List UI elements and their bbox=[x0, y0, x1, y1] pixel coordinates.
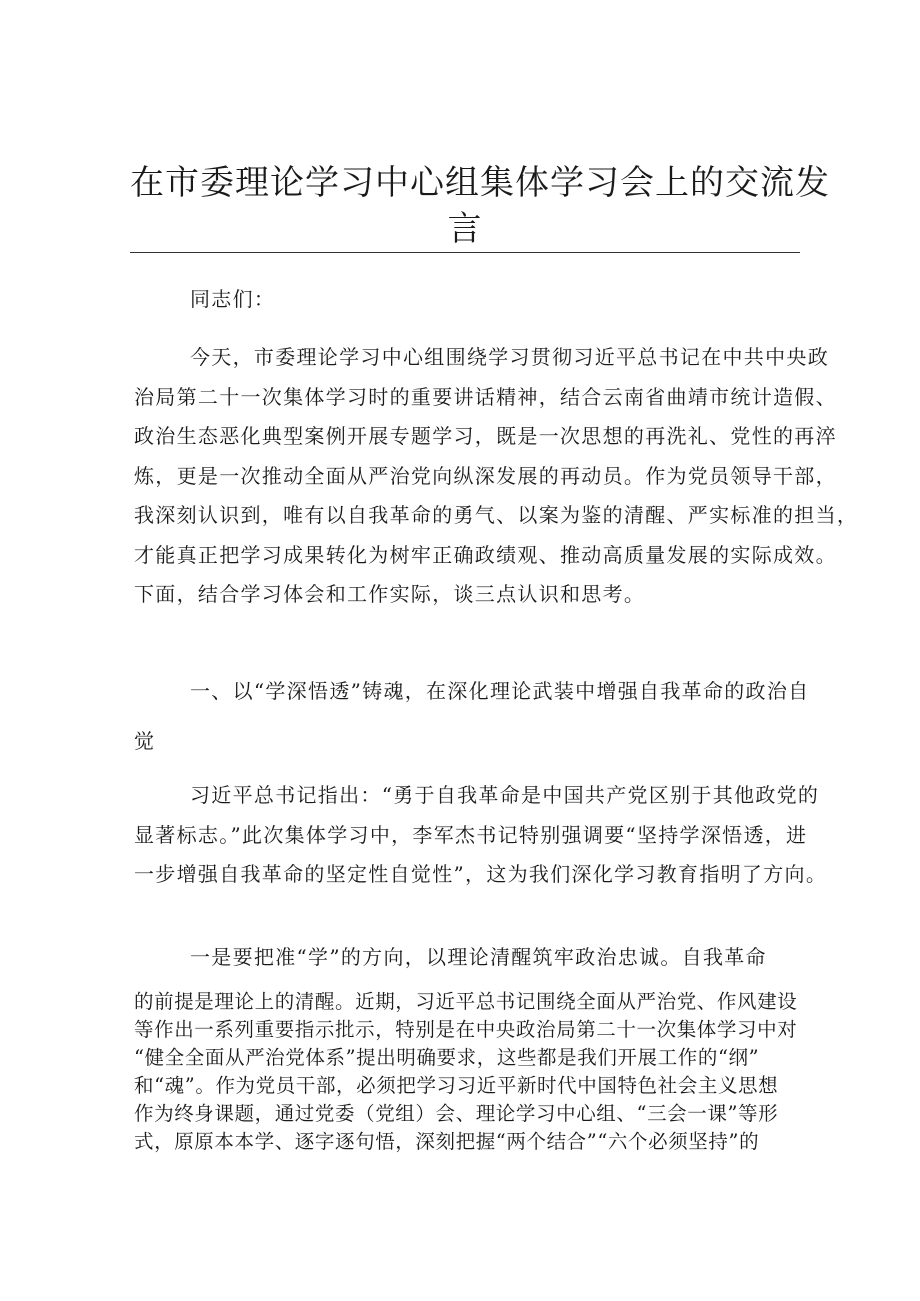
heading-line: 一、以“学深悟透”铸魂，在深化理论武装中增强自我革命的政治自 bbox=[190, 679, 810, 703]
body-line: 作为终身课题，通过党委（党组）会、理论学习中心组、“三会一课”等形 bbox=[134, 1102, 779, 1125]
greeting-text: 同志们： bbox=[190, 287, 276, 311]
body-line: “健全全面从严治党体系”提出明确要求，这些都是我们开展工作的“纲” bbox=[134, 1046, 760, 1069]
intro-line: 才能真正把学习成果转化为树牢正确政绩观、推动高质量发展的实际成效。 bbox=[134, 542, 837, 567]
section-heading-1 bbox=[134, 672, 810, 761]
body-line: 等作出一系列重要指示批示，特别是在中央政治局第二十一次集体学习中对 bbox=[134, 1018, 798, 1041]
intro-line: 今天，市委理论学习中心组围绕学习贯彻习近平总书记在中共中央政 bbox=[190, 345, 829, 369]
intro-line: 下面，结合学习体会和工作实际，谈三点认识和思考。 bbox=[134, 582, 646, 606]
intro-line: 政治生态恶化典型案例开展专题学习，既是一次思想的再洗礼、党性的再淬 bbox=[134, 424, 837, 448]
point-1-body bbox=[134, 988, 806, 1156]
quote-paragraph bbox=[134, 776, 828, 895]
quote-line: 习近平总书记指出：“勇于自我革命是中国共产党区别于其他政党的 bbox=[190, 783, 820, 807]
quote-line: 显著标志。”此次集体学习中，李军杰书记特别强调要“坚持学深悟透，进 bbox=[134, 822, 808, 847]
title-line-2: 言 bbox=[447, 209, 483, 249]
intro-paragraph bbox=[134, 338, 859, 615]
title-line-1: 在市委理论学习中心组集体学习会上的交流发 bbox=[130, 163, 830, 203]
quote-line: 一步增强自我革命的坚定性自觉性”，这为我们深化学习教育指明了方向。 bbox=[134, 862, 828, 886]
intro-line: 我深刻认识到，唯有以自我革命的勇气、以案为鉴的清醒、严实标准的担当， bbox=[134, 503, 859, 527]
point-1-line: 一是要把准“学”的方向，以理论清醒筑牢政治忠诚。自我革命 bbox=[190, 945, 767, 969]
point-1-lead bbox=[134, 938, 806, 978]
body-line: 和“魂”。作为党员干部，必须把学习习近平新时代中国特色社会主义思想 bbox=[134, 1074, 779, 1097]
document-title bbox=[130, 160, 830, 252]
intro-line: 治局第二十一次集体学习时的重要讲话精神，结合云南省曲靖市统计造假、 bbox=[134, 384, 837, 409]
intro-line: 炼，更是一次推动全面从严治党向纵深发展的再动员。作为党员领导干部， bbox=[134, 463, 837, 488]
body-line: 的前提是理论上的清醒。近期，习近平总书记围绕全面从严治党、作风建设 bbox=[134, 990, 798, 1013]
heading-line: 觉 bbox=[134, 728, 156, 753]
body-line: 式，原原本本学、逐字逐句悟，深刻把握“两个结合”“六个必须坚持”的 bbox=[134, 1130, 760, 1153]
greeting bbox=[134, 280, 806, 320]
title-underline bbox=[130, 252, 800, 253]
